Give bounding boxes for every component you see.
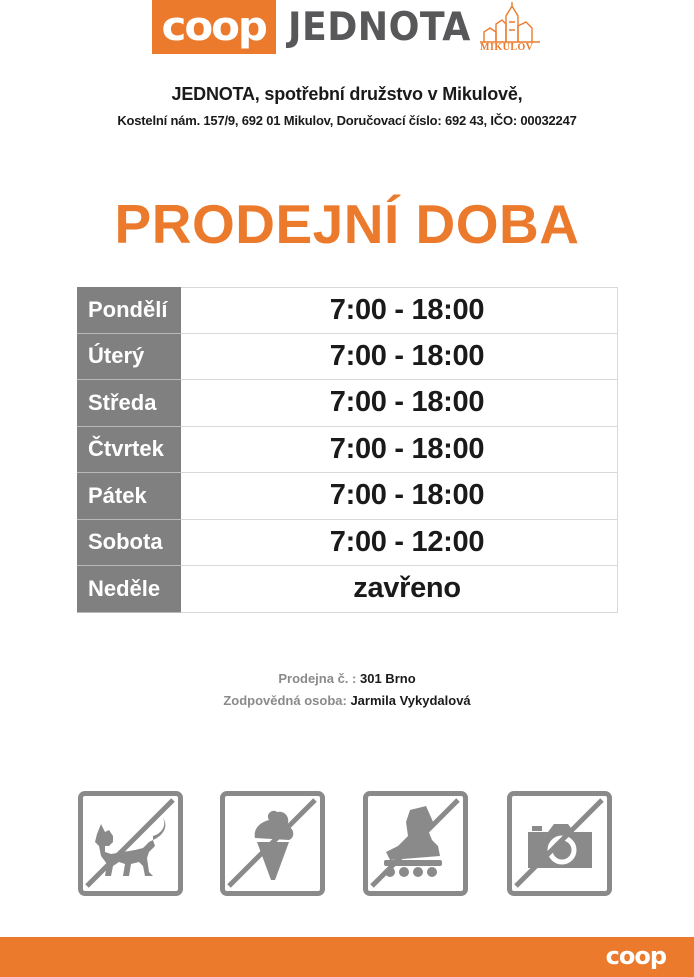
hours-cell: zavřeno xyxy=(181,566,618,613)
no-dogs-icon xyxy=(78,791,183,896)
header-logo xyxy=(152,0,485,54)
hours-cell: 7:00 - 18:00 xyxy=(181,334,618,381)
hours-cell: 7:00 - 18:00 xyxy=(181,380,618,427)
footer-bar xyxy=(0,937,694,977)
day-label: Pondělí xyxy=(77,287,181,334)
table-row xyxy=(77,334,618,381)
day-label: Pátek xyxy=(77,473,181,520)
table-row xyxy=(77,473,618,520)
day-label: Úterý xyxy=(77,334,181,381)
table-row xyxy=(77,287,618,334)
day-label: Středa xyxy=(77,380,181,427)
day-label: Sobota xyxy=(77,520,181,567)
organization-name: JEDNOTA, spotřební družstvo v Mikulově, xyxy=(171,84,523,104)
organization-address: Kostelní nám. 157/9, 692 01 Mikulov, Doručovací číslo: 692 43, IČO: 00032247 xyxy=(117,113,577,128)
table-row xyxy=(77,427,618,474)
hours-cell: 7:00 - 18:00 xyxy=(181,427,618,474)
hours-cell: 7:00 - 18:00 xyxy=(181,287,618,334)
coop-logo: coop xyxy=(152,0,276,54)
no-ice-cream-icon xyxy=(220,791,325,896)
day-label: Čtvrtek xyxy=(77,427,181,474)
table-row xyxy=(77,520,618,567)
opening-hours-table xyxy=(77,287,618,613)
no-camera-icon xyxy=(507,791,612,896)
hours-cell: 7:00 - 18:00 xyxy=(181,473,618,520)
no-rollerblades-icon xyxy=(363,791,468,896)
jednota-wordmark: JEDNOTA xyxy=(288,4,471,50)
footer-coop-logo: coop xyxy=(605,942,666,970)
hours-cell: 7:00 - 12:00 xyxy=(181,520,618,567)
day-label: Neděle xyxy=(77,566,181,613)
table-row xyxy=(77,566,618,613)
table-row xyxy=(77,380,618,427)
page-title: PRODEJNÍ DOBA xyxy=(114,193,580,255)
mikulov-label: MIKULOV xyxy=(480,42,534,53)
responsible-person: Zodpovědná osoba: Jarmila Vykydalová xyxy=(223,693,471,708)
store-number: Prodejna č. : 301 Brno xyxy=(278,671,416,686)
